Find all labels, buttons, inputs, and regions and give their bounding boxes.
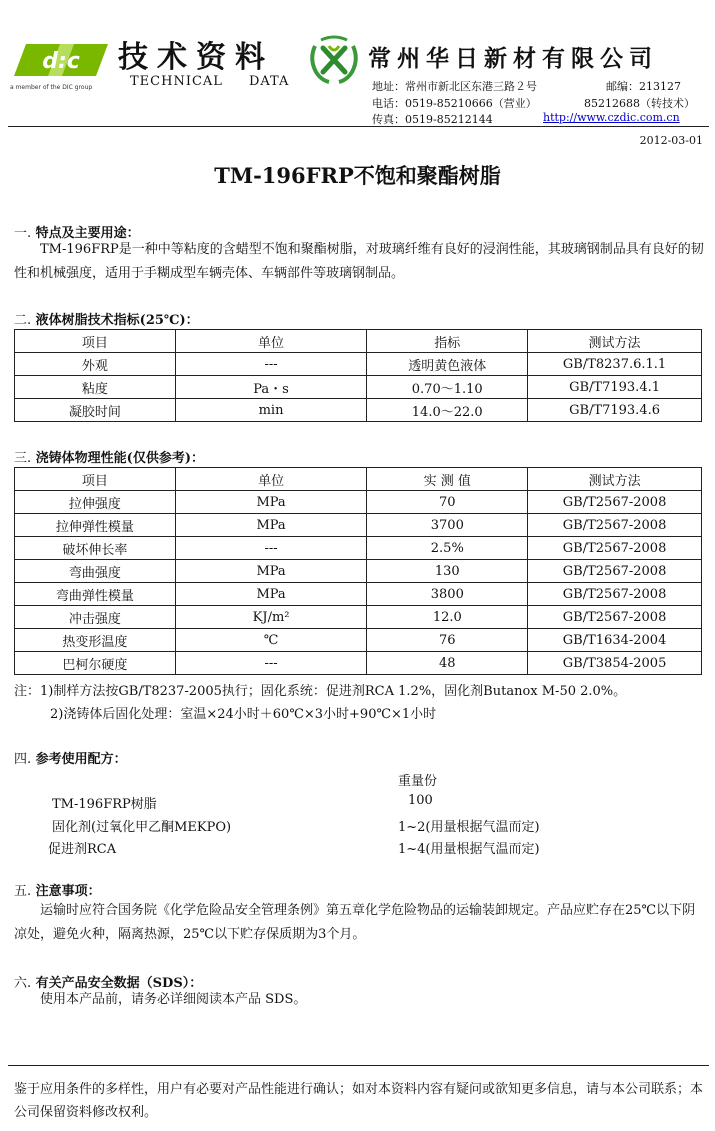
- phone-tech: 85212688（转技术）: [584, 97, 695, 110]
- table-row: [15, 606, 702, 629]
- table-row: [15, 652, 702, 675]
- cell-value: 0.70～1.10: [367, 376, 528, 399]
- section1-title: 特点及主要用途：: [35, 226, 140, 241]
- section6-title: 有关产品安全数据（SDS）：: [35, 976, 203, 991]
- cell-unit: Pa・s: [175, 376, 367, 399]
- table-row: [15, 491, 702, 514]
- cell-value: 70: [367, 491, 528, 514]
- company-name: 常州华日新材有限公司: [368, 46, 658, 72]
- logo-text: d:c: [42, 49, 80, 74]
- dic-logo: [14, 44, 108, 76]
- cell-value: 2.5%: [367, 537, 528, 560]
- cell-item: 凝胶时间: [15, 399, 176, 422]
- cell-method: GB/T2567-2008: [528, 606, 702, 629]
- section4-title: 参考使用配方：: [35, 752, 127, 767]
- cell-unit: ℃: [175, 629, 367, 652]
- doc-type-en-1: TECHNICAL: [130, 74, 223, 89]
- column-header: 单位: [175, 468, 367, 491]
- note-2: 2)浇铸体后固化处理：室温×24小时＋60℃×3小时+90℃×1小时: [50, 707, 437, 722]
- footer-disclaimer: 鉴于应用条件的多样性，用户有必要对产品性能进行确认；如对本资料内容有疑问或欲知更多信息，请与本公司联系；本公司保留资料修改权利。: [14, 1082, 704, 1120]
- cell-item: 弯曲强度: [15, 560, 176, 583]
- company-logo-icon: [307, 32, 361, 86]
- cell-method: GB/T2567-2008: [528, 491, 702, 514]
- formula-item: 促进剂RCA: [48, 842, 117, 857]
- section2-title: 液体树脂技术指标(25℃)：: [35, 313, 199, 328]
- cell-value: 12.0: [367, 606, 528, 629]
- section3-heading: [14, 447, 204, 466]
- table-header-row: [15, 468, 702, 491]
- column-header: 项目: [15, 468, 176, 491]
- table-header-row: [15, 330, 702, 353]
- cell-value: 透明黄色液体: [367, 353, 528, 376]
- section4-num: 四.: [14, 752, 32, 767]
- liquid-resin-table: [14, 329, 702, 422]
- cell-value: 3800: [367, 583, 528, 606]
- formula-item: 固化剂(过氧化甲乙酮MEKPO): [52, 820, 232, 835]
- column-header: 测试方法: [528, 468, 702, 491]
- column-header: 实 测 值: [367, 468, 528, 491]
- section2-heading: [14, 309, 199, 328]
- cell-value: 3700: [367, 514, 528, 537]
- cell-item: 粘度: [15, 376, 176, 399]
- formula-amount: 100: [408, 793, 433, 808]
- formula-amount: 1~2(用量根据气温而定): [398, 820, 540, 835]
- doc-type-en: [130, 74, 289, 89]
- cell-method: GB/T2567-2008: [528, 537, 702, 560]
- casting-properties-table: [14, 467, 702, 675]
- section4-heading: [14, 748, 127, 767]
- cell-value: 130: [367, 560, 528, 583]
- cell-unit: ---: [175, 537, 367, 560]
- section1-num: 一.: [14, 226, 32, 241]
- cell-item: 巴柯尔硬度: [15, 652, 176, 675]
- phone: 电话：0519-85210666（营业）: [372, 97, 537, 110]
- column-header: 项目: [15, 330, 176, 353]
- table-row: [15, 629, 702, 652]
- cell-method: GB/T2567-2008: [528, 583, 702, 606]
- cell-value: 76: [367, 629, 528, 652]
- cell-item: 拉伸强度: [15, 491, 176, 514]
- cell-item: 外观: [15, 353, 176, 376]
- postcode: 邮编：213127: [606, 80, 681, 93]
- formula-column-header: 重量份: [398, 774, 438, 789]
- cell-method: GB/T2567-2008: [528, 514, 702, 537]
- cell-method: GB/T2567-2008: [528, 560, 702, 583]
- cell-value: 14.0～22.0: [367, 399, 528, 422]
- section3-title: 浇铸体物理性能(仅供参考)：: [35, 451, 204, 466]
- table-row: [15, 514, 702, 537]
- cell-unit: MPa: [175, 491, 367, 514]
- section5-body: [14, 899, 704, 947]
- cell-item: 弯曲弹性模量: [15, 583, 176, 606]
- cell-unit: MPa: [175, 583, 367, 606]
- cell-item: 冲击强度: [15, 606, 176, 629]
- cell-value: 48: [367, 652, 528, 675]
- section6-text: 使用本产品前，请务必详细阅读本产品 SDS。: [40, 992, 307, 1007]
- footer: [14, 1078, 704, 1124]
- cell-method: GB/T3854-2005: [528, 652, 702, 675]
- fax: 传真：0519-85212144: [372, 113, 493, 126]
- website-link[interactable]: http://www.czdic.com.cn: [543, 111, 680, 124]
- section1-body: [14, 238, 704, 286]
- doc-type-en-2: DATA: [248, 74, 290, 89]
- header-divider: [8, 126, 709, 127]
- table-row: [15, 376, 702, 399]
- table-row: [15, 560, 702, 583]
- section6-num: 六.: [14, 976, 32, 991]
- table-row: [15, 537, 702, 560]
- cell-method: GB/T1634-2004: [528, 629, 702, 652]
- website-container: [543, 111, 680, 124]
- cell-unit: MPa: [175, 514, 367, 537]
- cell-unit: MPa: [175, 560, 367, 583]
- section6-body: [14, 988, 704, 1012]
- section5-title: 注意事项：: [35, 884, 101, 899]
- cell-unit: min: [175, 399, 367, 422]
- cell-item: 破坏伸长率: [15, 537, 176, 560]
- formula-amount: 1~4(用量根据气温而定): [398, 842, 540, 857]
- table-row: [15, 583, 702, 606]
- doc-type-cn: 技术资料: [118, 40, 274, 75]
- cell-unit: ---: [175, 353, 367, 376]
- column-header: 指标: [367, 330, 528, 353]
- doc-date: 2012-03-01: [639, 134, 703, 147]
- table-row: [15, 399, 702, 422]
- section5-text: 运输时应符合国务院《化学危险品安全管理条例》第五章化学危险物品的运输装卸规定。产品应贮存在25℃以下阴凉处，避免火种，隔离热源，25℃以下贮存保质期为3个月。: [14, 903, 696, 942]
- section2-num: 二.: [14, 313, 32, 328]
- column-header: 单位: [175, 330, 367, 353]
- cell-method: GB/T7193.4.6: [528, 399, 702, 422]
- formula-item: TM-196FRP树脂: [52, 797, 157, 812]
- logo-subtitle: a member of the DIC group: [10, 84, 93, 91]
- section5-heading: [14, 880, 101, 899]
- cell-method: GB/T8237.6.1.1: [528, 353, 702, 376]
- cell-item: 热变形温度: [15, 629, 176, 652]
- cell-method: GB/T7193.4.1: [528, 376, 702, 399]
- section1-text: TM-196FRP是一种中等粘度的含蜡型不饱和聚酯树脂，对玻璃纤维有良好的浸润性能，其玻璃钢制品具有良好的韧性和机械强度，适用于手糊成型车辆壳体、车辆部件等玻璃钢制品。: [14, 242, 704, 281]
- product-title: TM-196FRP不饱和聚酯树脂: [214, 163, 501, 188]
- table-row: [15, 353, 702, 376]
- address: 地址：常州市新北区东港三路２号: [372, 80, 537, 93]
- section3-num: 三.: [14, 451, 32, 466]
- cell-unit: KJ/m²: [175, 606, 367, 629]
- section5-num: 五.: [14, 884, 32, 899]
- note-1: 注：1)制样方法按GB/T8237-2005执行；固化系统：促进剂RCA 1.2%，固化剂Butanox M-50 2.0%。: [14, 684, 627, 699]
- cell-unit: ---: [175, 652, 367, 675]
- footer-divider: [8, 1065, 709, 1066]
- column-header: 测试方法: [528, 330, 702, 353]
- cell-item: 拉伸弹性模量: [15, 514, 176, 537]
